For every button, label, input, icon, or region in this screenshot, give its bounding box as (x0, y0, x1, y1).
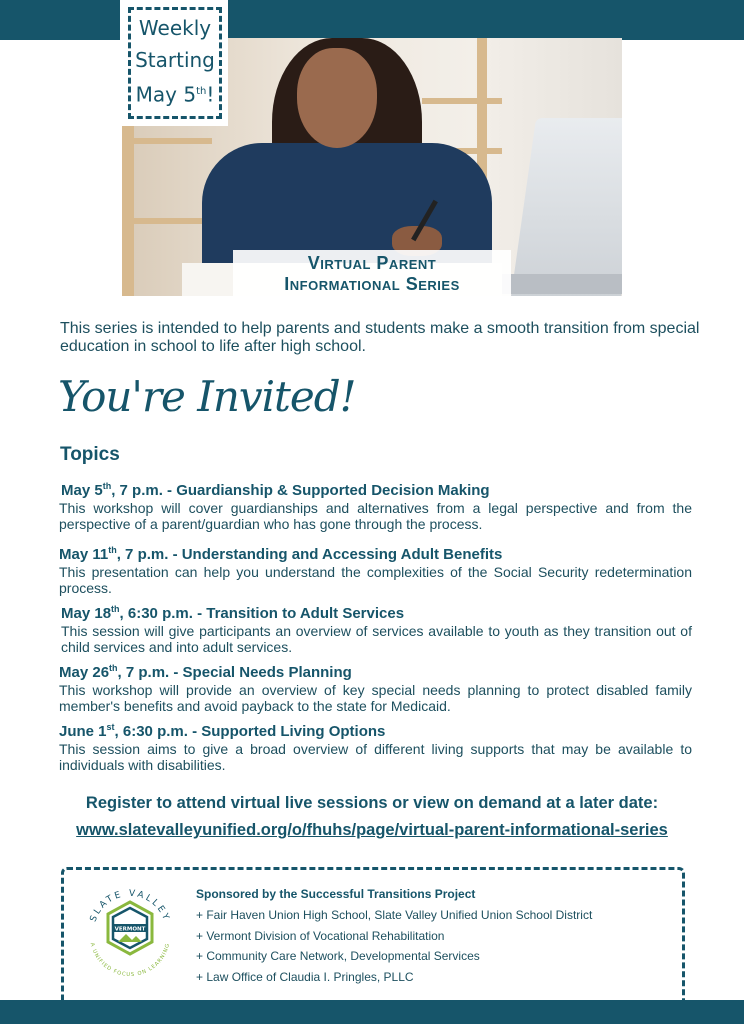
slate-valley-logo (80, 880, 180, 980)
topic-item (59, 718, 692, 773)
topic-item (59, 600, 692, 655)
badge-line-1: Weekly (138, 16, 212, 40)
topic-description: This session will give participants an overview of services available to youth as they transition out of child services and into adult services. (61, 623, 692, 655)
register-text: Register to attend virtual live sessions or view on demand at a later date: (85, 794, 659, 812)
badge-line-2: Starting (135, 48, 215, 72)
topic-description: This workshop will provide an overview of key special needs planning to protect disabled family member's benefits and avoid payback to the state for Medicaid. (59, 682, 692, 714)
intro-paragraph: This series is intended to help parents and students make a smooth transition from special education in school to life after high school. (60, 320, 700, 355)
sponsor-item: + Law Office of Claudia I. Pringles, PLLC (196, 970, 414, 985)
topic-title: May 26th, 7 p.m. - Special Needs Planning (59, 663, 352, 681)
topics-heading: Topics (60, 444, 120, 465)
topic-description: This workshop will cover guardianships and alternatives from a legal perspective and from the perspective of a parent/guardian who has gone through the process. (59, 500, 692, 532)
logo-state-text: VERMONT (114, 926, 146, 933)
logo-top-text: SLATE VALLEY (88, 888, 172, 924)
top-bar (0, 0, 744, 40)
series-title-line-2: Informational Series (284, 274, 460, 294)
topic-item (59, 477, 692, 532)
topic-title: May 5th, 7 p.m. - Guardianship & Supported Decision Making (61, 481, 490, 499)
sponsor-list (196, 884, 592, 988)
series-title-banner (233, 250, 511, 296)
topic-description: This session aims to give a broad overview of different living supports that may be available to individuals with disabilities. (59, 741, 692, 773)
sponsor-heading: Sponsored by the Successful Transitions Project (196, 887, 476, 901)
sponsor-item: + Fair Haven Union High School, Slate Valley Unified Union School District (196, 907, 593, 922)
weekly-badge (120, 0, 228, 126)
bottom-bar (0, 1000, 744, 1024)
sponsor-item: + Community Care Network, Developmental Services (196, 949, 480, 964)
registration-link[interactable]: www.slatevalleyunified.org/o/fhuhs/page/virtual-parent-informational-series (76, 821, 668, 839)
topic-description: This presentation can help you understand the complexities of the Social Security redetermination process. (59, 564, 692, 596)
series-title-line-1: Virtual Parent (307, 253, 437, 273)
invited-heading: You're Invited! (58, 372, 356, 421)
svg-text:SLATE VALLEY (89, 889, 172, 924)
topic-title: May 18th, 6:30 p.m. - Transition to Adult Services (61, 604, 405, 622)
topic-title: May 11th, 7 p.m. - Understanding and Accessing Adult Benefits (59, 545, 503, 563)
topic-title: June 1st, 6:30 p.m. - Supported Living Options (59, 722, 386, 740)
topic-item (59, 659, 692, 714)
badge-line-3: May 5th! (135, 82, 215, 107)
logo-bottom-text: A UNIFIED FOCUS ON LEARNING (88, 942, 172, 979)
topic-item (59, 541, 692, 596)
sponsor-item: + Vermont Division of Vocational Rehabilitation (196, 928, 445, 943)
